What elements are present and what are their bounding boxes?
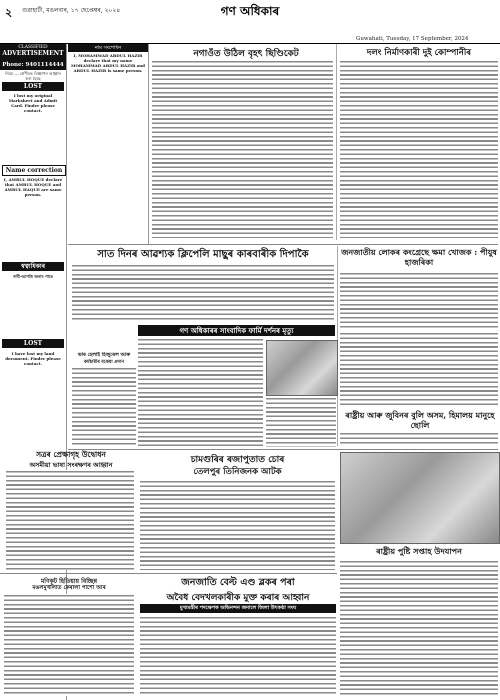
divider [336,44,337,240]
masthead: গণ অধিকাৰ [220,4,280,18]
article-9-title: ৰাষ্ট্ৰীয় আৰু জুবিনৰ বুলি অসম, হিমালয় মানুহে ছোলি [345,410,495,430]
lost-notice: I lost my original Marksheet and Admit Card. Finder please contact. [8,93,58,113]
article-5-photo [266,340,338,396]
article-4-body-2 [340,332,498,406]
article-3-body [72,264,334,322]
article-12-subtitle: অবৈধ বেদখলকাৰীক মুক্ত কৰাৰ আহ্বান [166,593,310,603]
article-7-title: সত্ৰৰ প্ৰেক্ষাগৃহ উদ্বোধন [36,450,106,459]
article-9-body [340,432,498,444]
divider [68,244,498,245]
article-8-body [140,480,335,570]
classified-banner [0,44,66,62]
name-correction-column [68,44,149,245]
column-head: নাম সংশোধন [68,44,148,52]
page-header [0,0,500,44]
article-12-body [140,616,336,696]
article-7-subtitle: অসমীয়া ভাষা সংৰক্ষণৰ আহ্বান [29,461,113,469]
article-8-title: চামগুৰিৰ ৰজাপুতাত চোৰ [190,455,285,465]
article-5-body [138,338,263,448]
article-4-title: জনজাতীয় লোকৰ কংগ্ৰেছে ক্ষমা খোজক : পীযুষ হাজৰিকা [341,247,497,267]
article-7-body [6,470,134,570]
lost-tag: LOST [2,82,64,91]
date-left: গুৱাহাটী, মঙলবাৰ, ১৭ ছেপ্তেম্বৰ, ২০২৪ [22,7,121,14]
article-6-title: ভাৰ হেলাই হিজুৰেল আৰু [77,352,131,358]
article-5-body-2 [266,397,336,447]
article-8-subtitle: তেলপুৰ তিনিজনক আটক [193,467,282,477]
classified-label: CLASSIFIED [18,45,48,50]
lost-notice-2: I have lost my land document. Finder please contact. [5,351,61,366]
article-6-body [72,367,136,447]
page-number: ২ [5,6,13,19]
date-right: Guwahati, Tuesday, 17 September, 2024 [356,36,469,42]
advertisement-label: ADVERTISEMENT [2,50,64,57]
divider [0,573,337,574]
article-11-title: মণিকূট হিতিয়ায় বিচ্ছিন্ন [40,578,98,585]
article-12-title: জনজাতি বেল্ট এণ্ড ব্লকৰ পৰা [181,577,295,588]
article-10-body [340,560,498,696]
article-10-photo [340,452,500,544]
article-11-subtitle: মঙলমুখীলতি কেৰালা পাৰ্শো আৰ [32,585,106,591]
name-correction-notice: I, AMRUL HOQUE declare that AMRUL HOQUE and AMRUL HAQUE are same person. [3,177,63,197]
article-11-body [4,594,134,696]
article-1-body [152,60,333,238]
article-3-title: সাত দিনৰ আৱশ্যক ক্লিপেলি মাছুৰ কাৰবাৰীক দিপাকৈ [97,249,309,260]
brand-tag: স্বত্বাধিকাৰ [2,262,64,271]
classified-note: নিয়ম — শ্ৰেণীবদ্ধ বিজ্ঞাপন আহ্বান কৰা হৈছে [5,71,61,81]
article-4-body [340,272,498,328]
article-12-strip: মুখ্যমন্ত্ৰীৰ পদক্ষেপক অভিনন্দন জনালে জিলা উৎকণ্ঠা সংঘ [140,604,336,613]
classified-phone: Phone: 9401114444 [0,62,66,70]
article-2-title: দলং নিৰ্মাণকাৰী দুই কোম্পানীৰ [366,48,472,58]
brand-notice: দাবী-আপত্তি জনাব পাৰে [13,274,53,279]
column-text: I, MOHAMMAD ABDUL HAZIR declare that my name MOHAMMAD ABDUL HAZIR and ABDUL HAZIR is same person. [71,53,145,73]
name-correction-tag: Name correction [2,165,66,176]
article-10-title: ৰাষ্ট্ৰীয় পুষ্টি সপ্তাহ উদযাপন [376,546,462,556]
article-2-body [340,60,498,238]
lost-tag-2: LOST [2,339,64,348]
article-6-subtitle: কৰ্মচাৰীৰ বকেয়া প্ৰদান [84,360,124,365]
article-1-title: নগাওঁত উঠিল বৃহৎ ছিণ্ডিকেট [193,49,299,59]
article-5-title: গণ অধিকাৰৰ সাংবাদিক ফাৰ্মি দৰ্শনৰ মৃত্যু [138,325,335,336]
